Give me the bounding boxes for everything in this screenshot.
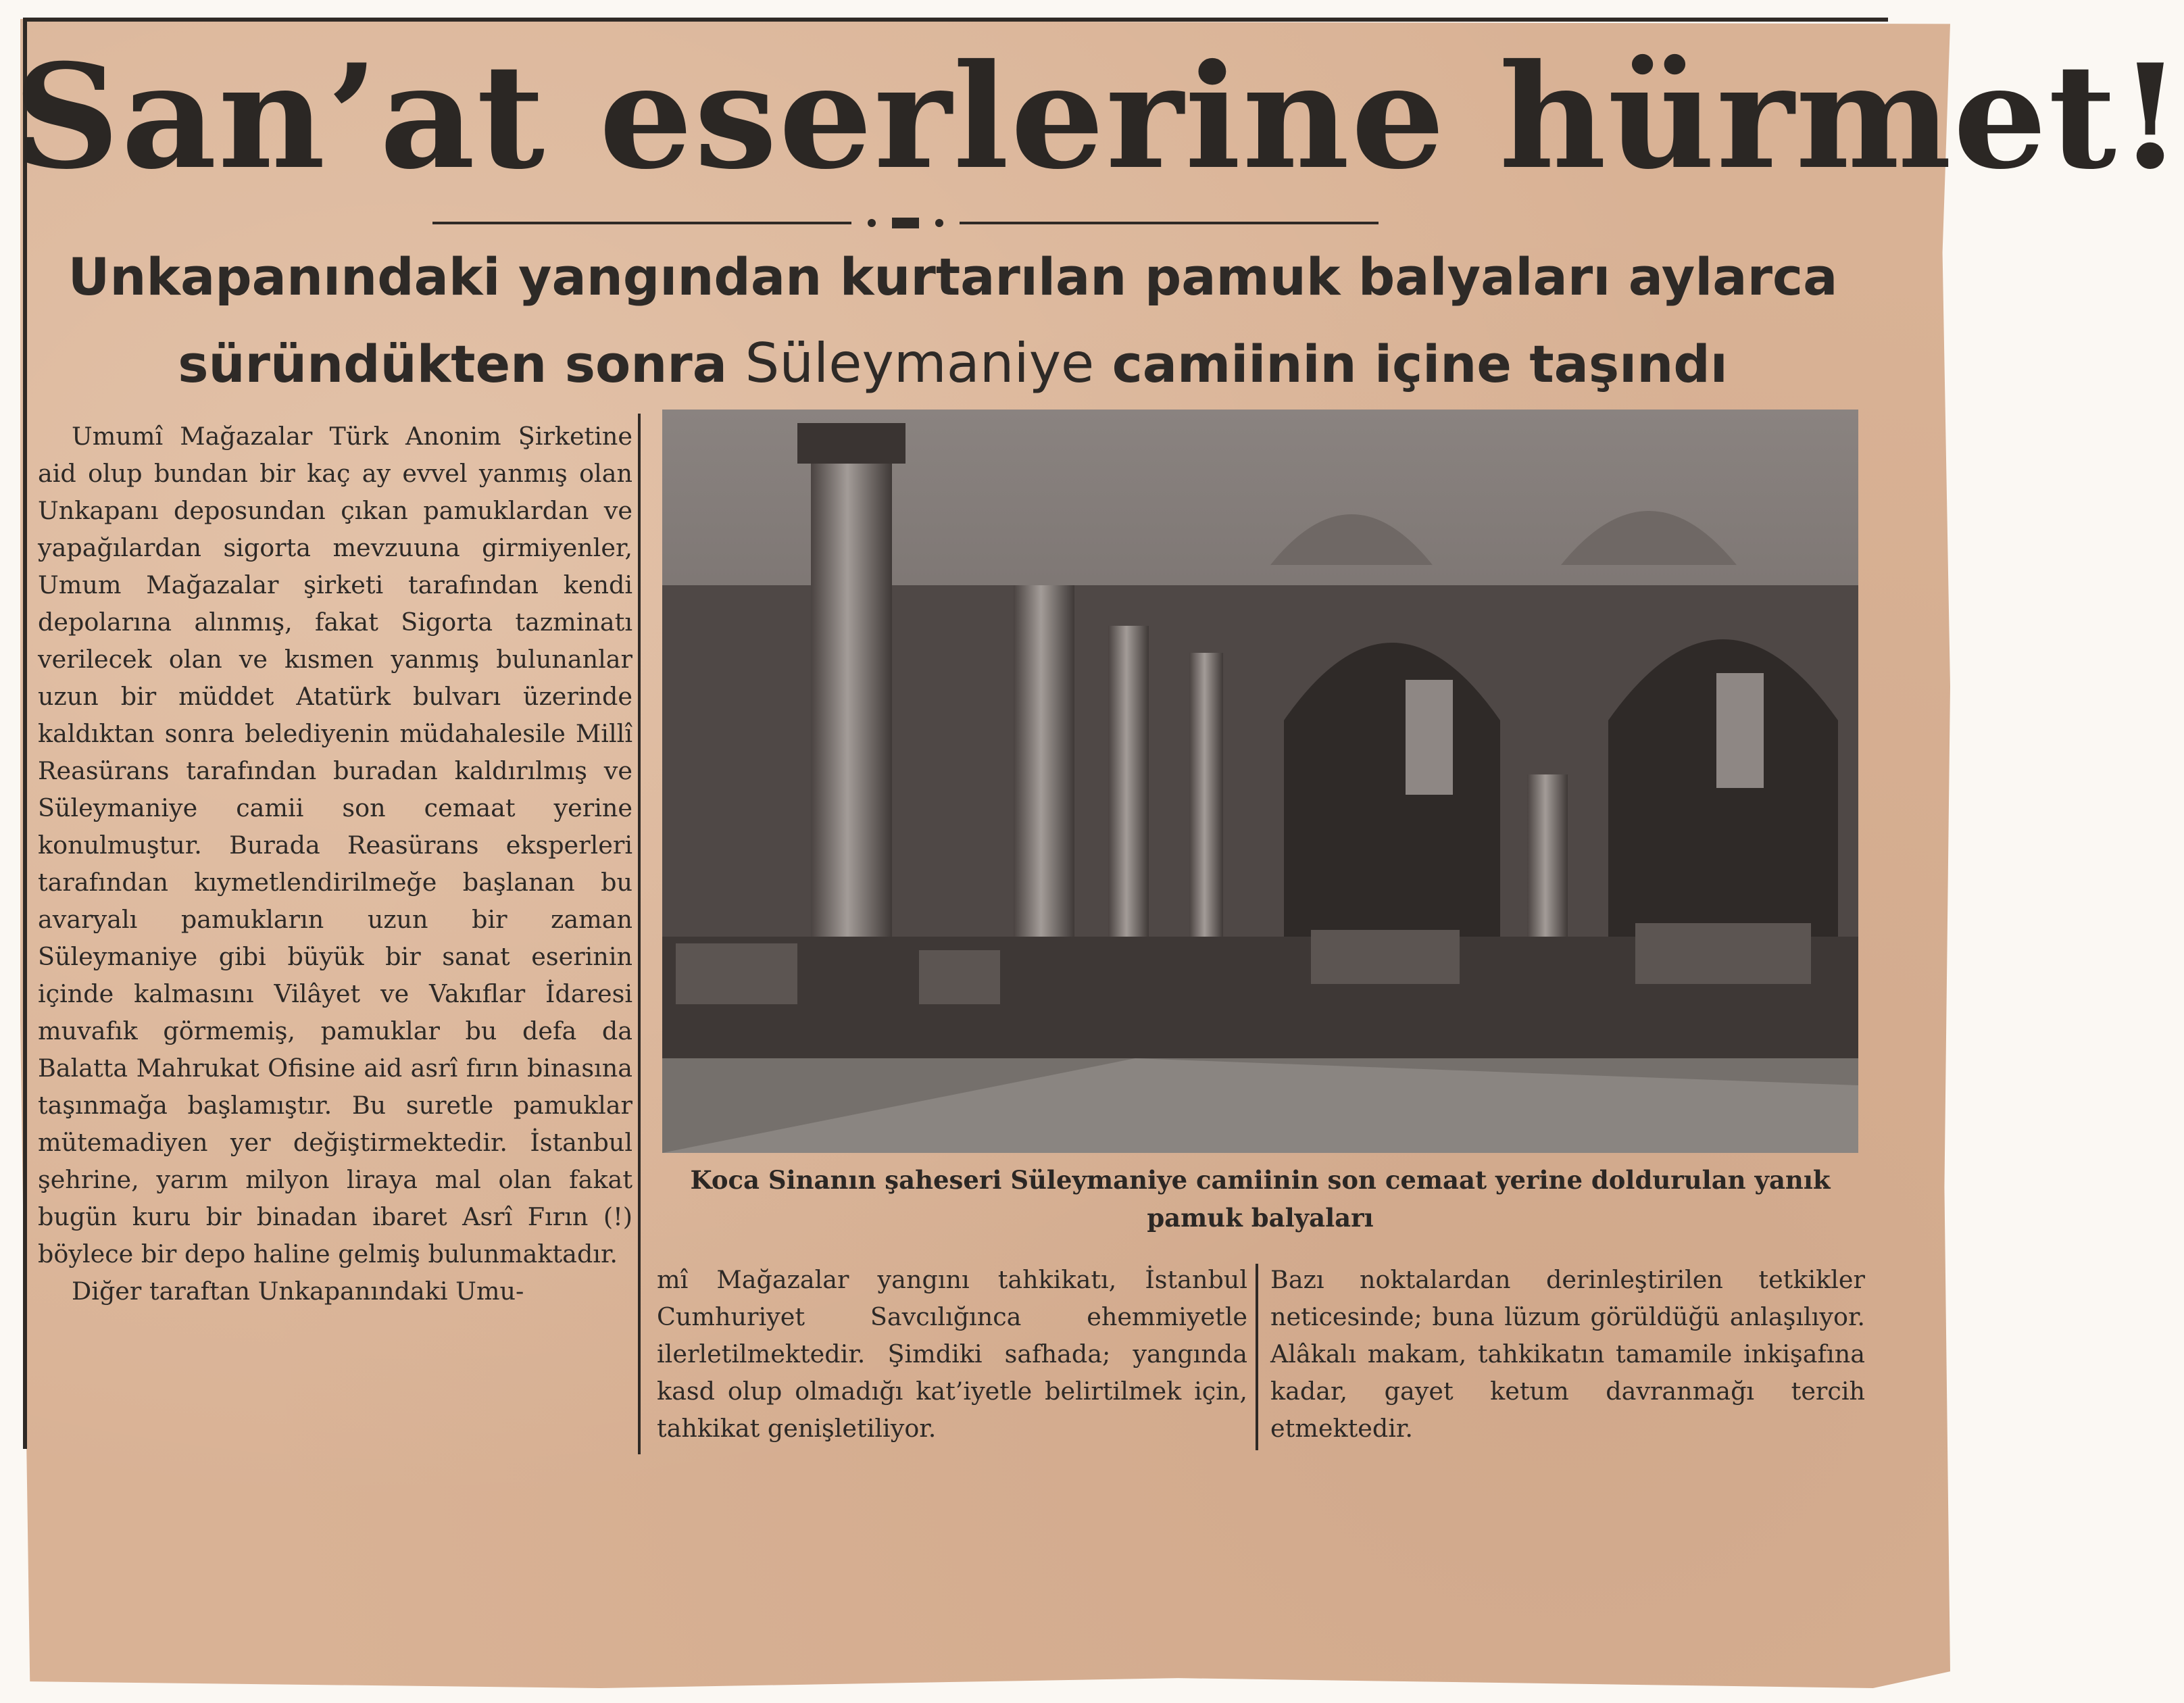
subheadline-line-1: Unkapanındaki yangından kurtarılan pamuk balyaları aylarca bbox=[68, 247, 1838, 307]
article-column-2-text: mî Mağazalar yangını tahkikatı, İstanbul Cumhuriyet Savcılığınca ehemmiyetle ilerletilmektedir. Şimdiki safhada; yangında kasd olup olmadığı kat’iyetle belirtilmek için, tahkikat genişletiliyor. bbox=[657, 1265, 1247, 1443]
photo-caption: Koca Sinanın şaheseri Süleymaniye camiinin son cemaat yerine doldurulan yanık pamuk balyaları bbox=[690, 1165, 1831, 1233]
left-border-rule bbox=[23, 18, 27, 1449]
subheadline-line-2 bbox=[95, 330, 1811, 398]
article-column-3 bbox=[1270, 1261, 1865, 1447]
article-paragraph-1: Umumî Mağazalar Türk Anonim Şirketine aid olup bundan bir kaç ay evvel yanmış olan Unkapanı deposundan çıkan pamuklardan ve yapağılardan sigorta mevzuuna girmiyenler, Umum Mağazalar şirketi tarafından kendi depolarına alınmış, fakat Sigorta tazminatı verilecek olan ve kısmen yanmış bulunanlar uzun bir müddet Atatürk bulvarı üzerinde kaldıktan sonra belediyenin müdahalesile Millî Reasürans tarafından buradan kaldırılmış ve Süleymaniye camii son cemaat yerine konulmuştur. Burada Reasürans eksperleri tarafından kıymetlendirilmeğe başlanan bu avaryalı pamukların uzun bir zaman Süleymaniye gibi büyük bir sanat eserinin içinde kalmasını Vilâyet ve Vakıflar İdaresi muvafık görmemiş, pamuklar bu defa da Balatta Mahrukat Ofisine aid asrî fırın binasına taşınmağa başlamıştır. Bu suretle pamuklar mütemadiyen yer değiştirmektedir. İstanbul şehrine, yarım milyon liraya mal olan fakat bugün kuru bir binadan ibaret Asrî Fırın (!) böylece bir depo haline gelmiş bulunmaktadır. bbox=[38, 422, 632, 1268]
subheadline-part-a: süründükten sonra bbox=[178, 334, 745, 394]
top-border-rule bbox=[23, 18, 1888, 22]
article-column-1 bbox=[38, 418, 632, 1310]
mosque-courtyard-photo bbox=[662, 410, 1858, 1153]
ornament-divider bbox=[432, 215, 1379, 231]
article-column-2 bbox=[657, 1261, 1247, 1447]
photo-illustration bbox=[662, 410, 1858, 1153]
subheadline-part-b: Süleymaniye bbox=[745, 332, 1095, 395]
column-rule-2 bbox=[1256, 1264, 1258, 1450]
article-column-3-text: Bazı noktalardan derinleştirilen tetkikler neticesinde; buna lüzum görüldüğü anlaşılıyor. Alâkalı makam, tahkikatın tamamile inkişafına kadar, gayet ketum davranmağı tercih etmektedir. bbox=[1270, 1265, 1865, 1443]
column-rule-1 bbox=[638, 414, 641, 1454]
headline: San’at eserlerine hürmet! bbox=[13, 32, 2184, 201]
article-paragraph-2: Diğer taraftan Unkapanındaki Umu- bbox=[72, 1277, 524, 1306]
subheadline-part-c: camiinin içine taşındı bbox=[1094, 334, 1728, 394]
